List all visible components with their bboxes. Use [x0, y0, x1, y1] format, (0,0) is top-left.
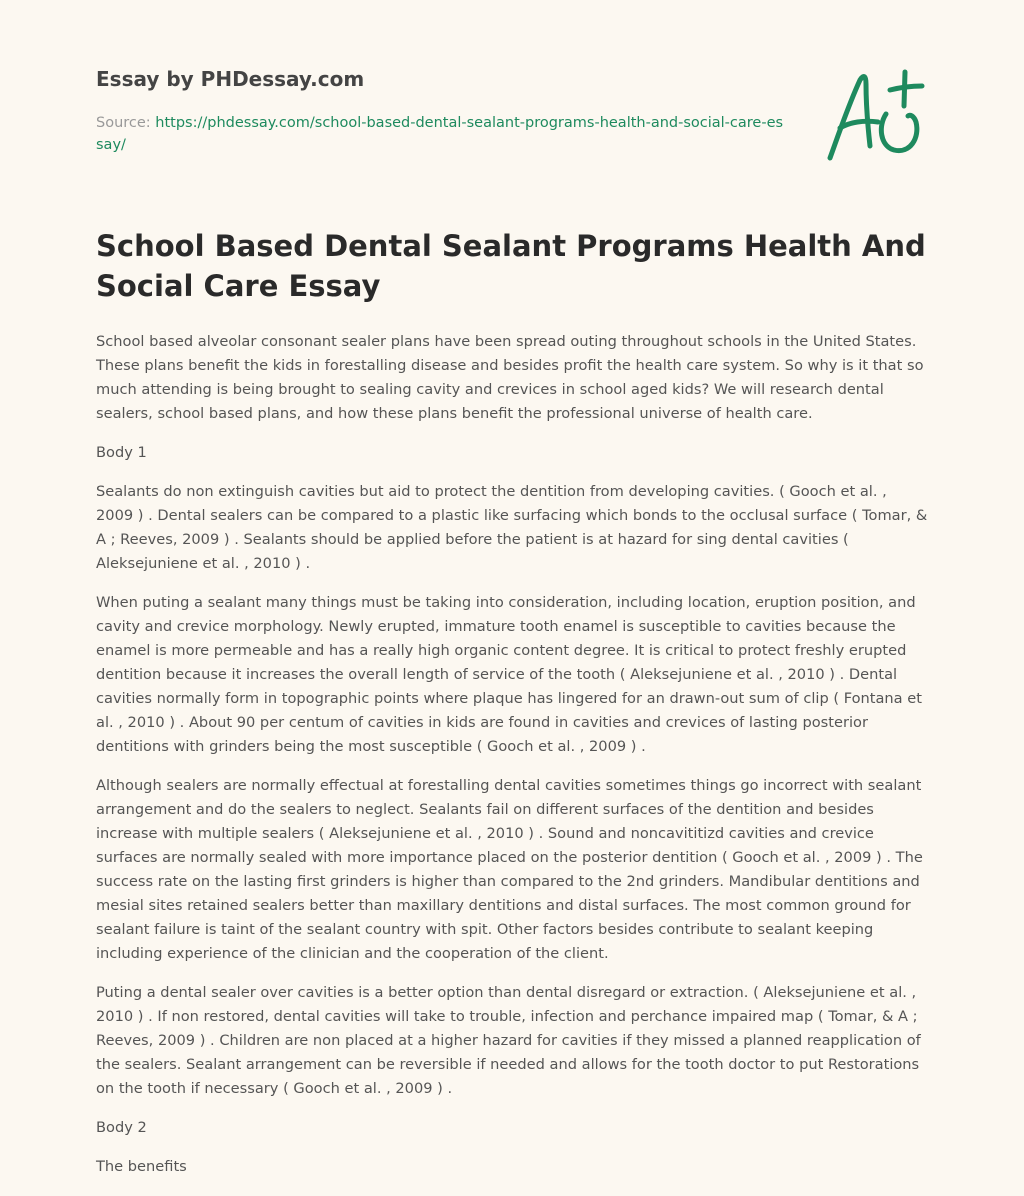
essay-title: School Based Dental Sealant Programs Health And Social Care Essay [96, 229, 926, 303]
paragraph: Sealants do non extinguish cavities but aid to protect the dentition from developing cavities. ( Gooch et al. , 2009 ) . Dental sealers can be compared to a plastic like surfacing which bonds to the occlusal surface ( Tomar, & A ; Reeves, 2009 ) . Sealants should be applied before the patient is at hazard for sing dental cavities ( Aleksejuniene et al. , 2010 ) . [96, 483, 928, 572]
paragraph: School based alveolar consonant sealer plans have been spread outing throughout schools in the United States. These plans benefit the kids in forestalling disease and besides profit the health care system. So why is it that so much attending is being brought to sealing cavity and crevices in school aged kids? We will research dental sealers, school based plans, and how these plans benefit the professional universe of health care. [96, 333, 924, 422]
source-line [96, 112, 786, 156]
paragraph: Although sealers are normally effectual at forestalling dental cavities sometimes things go incorrect with sealant arrangement and do the sealers to neglect. Sealants fail on different surfaces of the dentition and besides increase with multiple sealers ( Aleksejuniene et al. , 2010 ) . Sound and noncavititizd cavities and crevice surfaces are normally sealed with more importance placed on the posterior dentition ( Gooch et al. , 2009 ) . The success rate on the lasting first grinders is higher than compared to the 2nd grinders. Mandibular dentitions and mesial sites retained sealers better than maxillary dentitions and distal surfaces. The most common ground for sealant failure is taint of the sealant country with spit. Other factors besides contribute to sealant keeping including experience of the clinician and the cooperation of the client. [96, 777, 923, 962]
paragraph: When puting a sealant many things must be taking into consideration, including location, eruption position, and cavity and crevice morphology. Newly erupted, immature tooth enamel is susceptible to cavities because the enamel is more permeable and has a really high organic content degree. It is critical to protect freshly erupted dentition because it increases the overall length of service of the tooth ( Aleksejuniene et al. , 2010 ) . Dental cavities normally form in topographic points where plaque has lingered for an drawn-out sum of clip ( Fontana et al. , 2010 ) . About 90 per centum of cavities in kids are found in cavities and crevices of lasting posterior dentitions with grinders being the most susceptible ( Gooch et al. , 2009 ) . [96, 594, 922, 755]
site-brand: Essay by PHDessay.com [96, 67, 365, 91]
source-label: Source: [96, 115, 156, 131]
essay-content [96, 330, 928, 1179]
source-link[interactable]: https://phdessay.com/school-based-dental-sealant-programs-health-and-social-care-essay/ [96, 115, 784, 153]
a-plus-logo-icon [820, 66, 930, 166]
section-heading: Body 2 [96, 1119, 147, 1136]
paragraph: Puting a dental sealer over cavities is a better option than dental disregard or extraction. ( Aleksejuniene et al. , 2010 ) . If non restored, dental cavities will take to trouble, infection and perchance impaired map ( Tomar, & A ; Reeves, 2009 ) . Children are non placed at a higher hazard for cavities if they missed a planned reapplication of the sealers. Sealant arrangement can be reversible if needed and allows for the tooth doctor to put Restorations on the tooth if necessary ( Gooch et al. , 2009 ) . [96, 984, 921, 1097]
essay-page [96, 0, 928, 1194]
section-heading: Body 1 [96, 444, 147, 461]
paragraph: The benefits [96, 1158, 187, 1175]
